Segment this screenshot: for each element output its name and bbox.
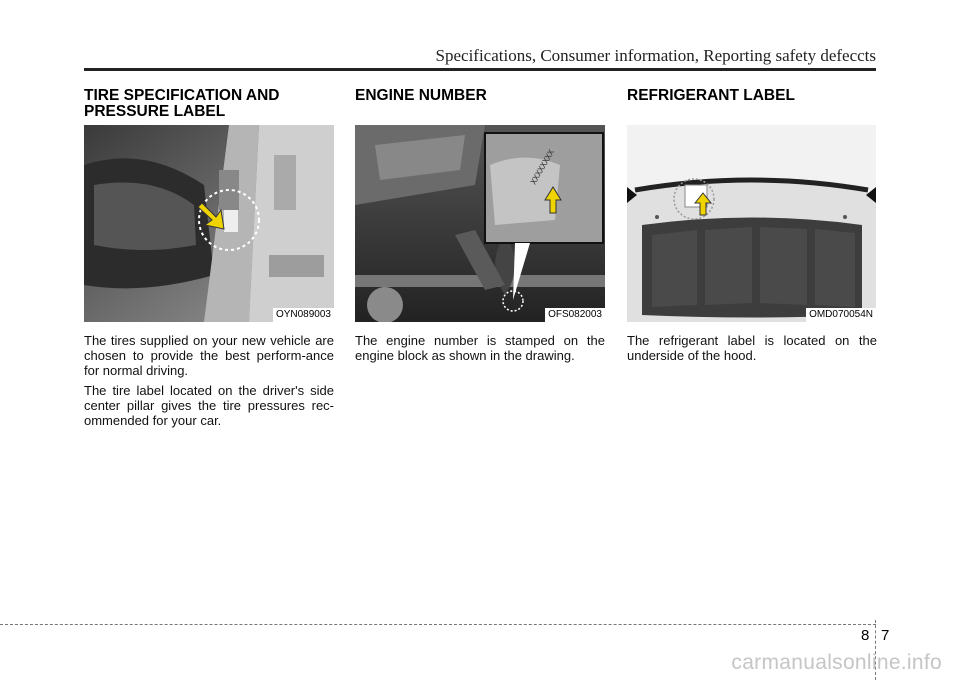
section-body-engine-number — [355, 333, 605, 368]
title-line: PRESSURE LABEL — [84, 103, 226, 120]
image-code: OYN089003 — [273, 308, 334, 322]
image-code: OFS082003 — [545, 308, 605, 322]
title-line: TIRE SPECIFICATION AND — [84, 87, 280, 104]
section-body-refrigerant-label — [627, 333, 877, 368]
paragraph: The tires supplied on your new vehicle are chosen to provide the best perform-ance for normal driving. — [84, 333, 334, 378]
tire-label-photo — [84, 125, 334, 322]
svg-text:XXXXXXXX: XXXXXXXX — [528, 148, 556, 186]
section-body-tire-label — [84, 333, 334, 433]
engine-number-photo — [355, 125, 605, 322]
paragraph: The tire label located on the driver's side center pillar gives the tire pressures rec-ommended for your car. — [84, 383, 334, 428]
footer-dashed-rule — [0, 624, 876, 625]
chapter-number: 8 — [861, 627, 870, 644]
title-line: REFRIGERANT LABEL — [627, 87, 795, 104]
paragraph: The refrigerant label is located on the underside of the hood. — [627, 333, 877, 363]
page-number: 7 — [881, 627, 890, 644]
refrigerant-label-photo — [627, 125, 876, 322]
paragraph: The engine number is stamped on the engine block as shown in the drawing. — [355, 333, 605, 363]
header-rule — [84, 68, 876, 71]
running-header: Specifications, Consumer information, Reporting safety defeccts — [435, 46, 876, 65]
section-title-engine-number — [355, 88, 487, 104]
image-code: OMD070054N — [806, 308, 876, 322]
title-line: ENGINE NUMBER — [355, 87, 487, 104]
watermark[interactable]: carmanualsonline.info — [731, 651, 942, 674]
section-title-tire-label — [84, 88, 279, 120]
section-title-refrigerant-label — [627, 88, 795, 104]
